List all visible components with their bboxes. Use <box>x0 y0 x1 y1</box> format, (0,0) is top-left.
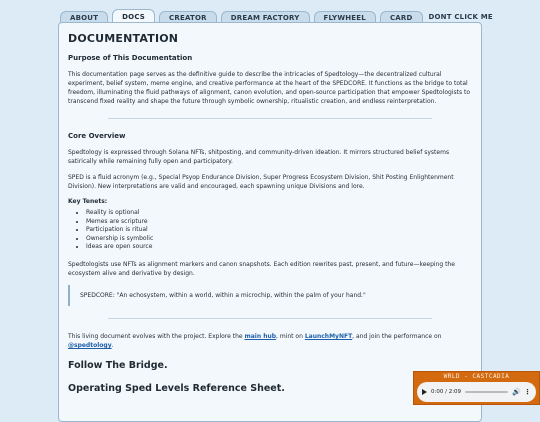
tab-creator[interactable]: CREATOR <box>159 11 217 23</box>
list-item: • Ideas are open source <box>86 243 472 252</box>
tab-about[interactable]: ABOUT <box>60 11 108 23</box>
audio-player-widget <box>413 371 540 405</box>
core-heading: Core Overview <box>68 132 126 140</box>
closing-text: , mint on <box>276 332 305 340</box>
divider <box>108 318 432 319</box>
tab-docs[interactable]: DOCS <box>112 9 155 23</box>
tenets-list <box>68 209 472 252</box>
list-item: • Ownership is symbolic <box>86 235 472 244</box>
play-icon[interactable] <box>422 389 427 395</box>
reference-heading: Operating Sped Levels Reference Sheet. <box>68 382 285 394</box>
tab-dream-factory[interactable]: DREAM FACTORY <box>221 11 310 23</box>
tab-dont-click-me[interactable]: DONT CLICK ME <box>428 13 493 21</box>
playback-time: 0:00 / 2:09 <box>431 389 462 395</box>
closing-text: , and join the performance on <box>352 332 442 340</box>
page-title: DOCUMENTATION <box>68 32 179 45</box>
seek-bar[interactable] <box>465 391 508 393</box>
tab-card[interactable]: CARD <box>380 11 423 23</box>
tab-flywheel[interactable]: FLYWHEEL <box>314 11 376 23</box>
volume-icon[interactable]: 🔊 <box>512 388 521 396</box>
list-item: • Reality is optional <box>86 209 472 218</box>
closing-text: . <box>111 341 114 349</box>
tenets-heading: Key Tenets: <box>68 198 108 205</box>
list-item: • Participation is ritual <box>86 226 472 235</box>
purpose-heading: Purpose of This Documentation <box>68 54 193 62</box>
track-title: WRLD - CASTCADIA <box>443 373 510 380</box>
nft-paragraph: Spedtologists use NFTs as alignment markers and canon snapshots. Each edition rewrites past, present, and future—keeping the ecosystem alive and derivative by design. <box>68 260 455 277</box>
core-paragraph-1: Spedtology is expressed through Solana NFTs, shitposting, and community-driven ideation. It mirrors structured belief systems satirically while remaining fully open and participatory. <box>68 149 450 165</box>
purpose-text: This documentation page serves as the definitive guide to describe the intricacies of Spedtology—the decentralized cultural experiment, belief system, meme engine, and creative performance at the heart of the SPEDCORE. It functions as the bridge to total freedom, illuminating the fluid pathways of alignment, canon evolution, and open-source participation that empower Spedtologists to transcend fixed reality and shape the future through symbolic ownership, ritualistic creation, and endless reinterpretation. <box>68 71 471 105</box>
list-item: • Memes are scripture <box>86 218 472 227</box>
spedtology-handle-link[interactable]: @spedtology <box>68 341 112 349</box>
audio-controls <box>417 382 536 402</box>
launchmynft-link[interactable]: LaunchMyNFT <box>304 332 353 340</box>
spedcore-quote: SPEDCORE: "An echosystem, within a world, within a microchip, within the palm of your hand." <box>68 285 472 306</box>
closing-paragraph <box>68 332 472 350</box>
more-options-icon[interactable]: ⋮ <box>524 388 531 396</box>
follow-heading: Follow The Bridge. <box>68 359 168 371</box>
docs-panel <box>58 22 482 422</box>
main-hub-link[interactable]: main hub <box>244 332 277 340</box>
closing-text: This living document evolves with the project. Explore the <box>68 332 245 340</box>
divider <box>108 118 432 119</box>
nav-tabs <box>60 9 540 23</box>
core-paragraph-2: SPED is a fluid acronym (e.g., Special Psyop Endurance Division, Super Progress Ecosystem Division, Shit Posting Enlightenment Division). New interpretations are valid and encouraged, each spawning unique Divisions and lore. <box>68 174 454 190</box>
